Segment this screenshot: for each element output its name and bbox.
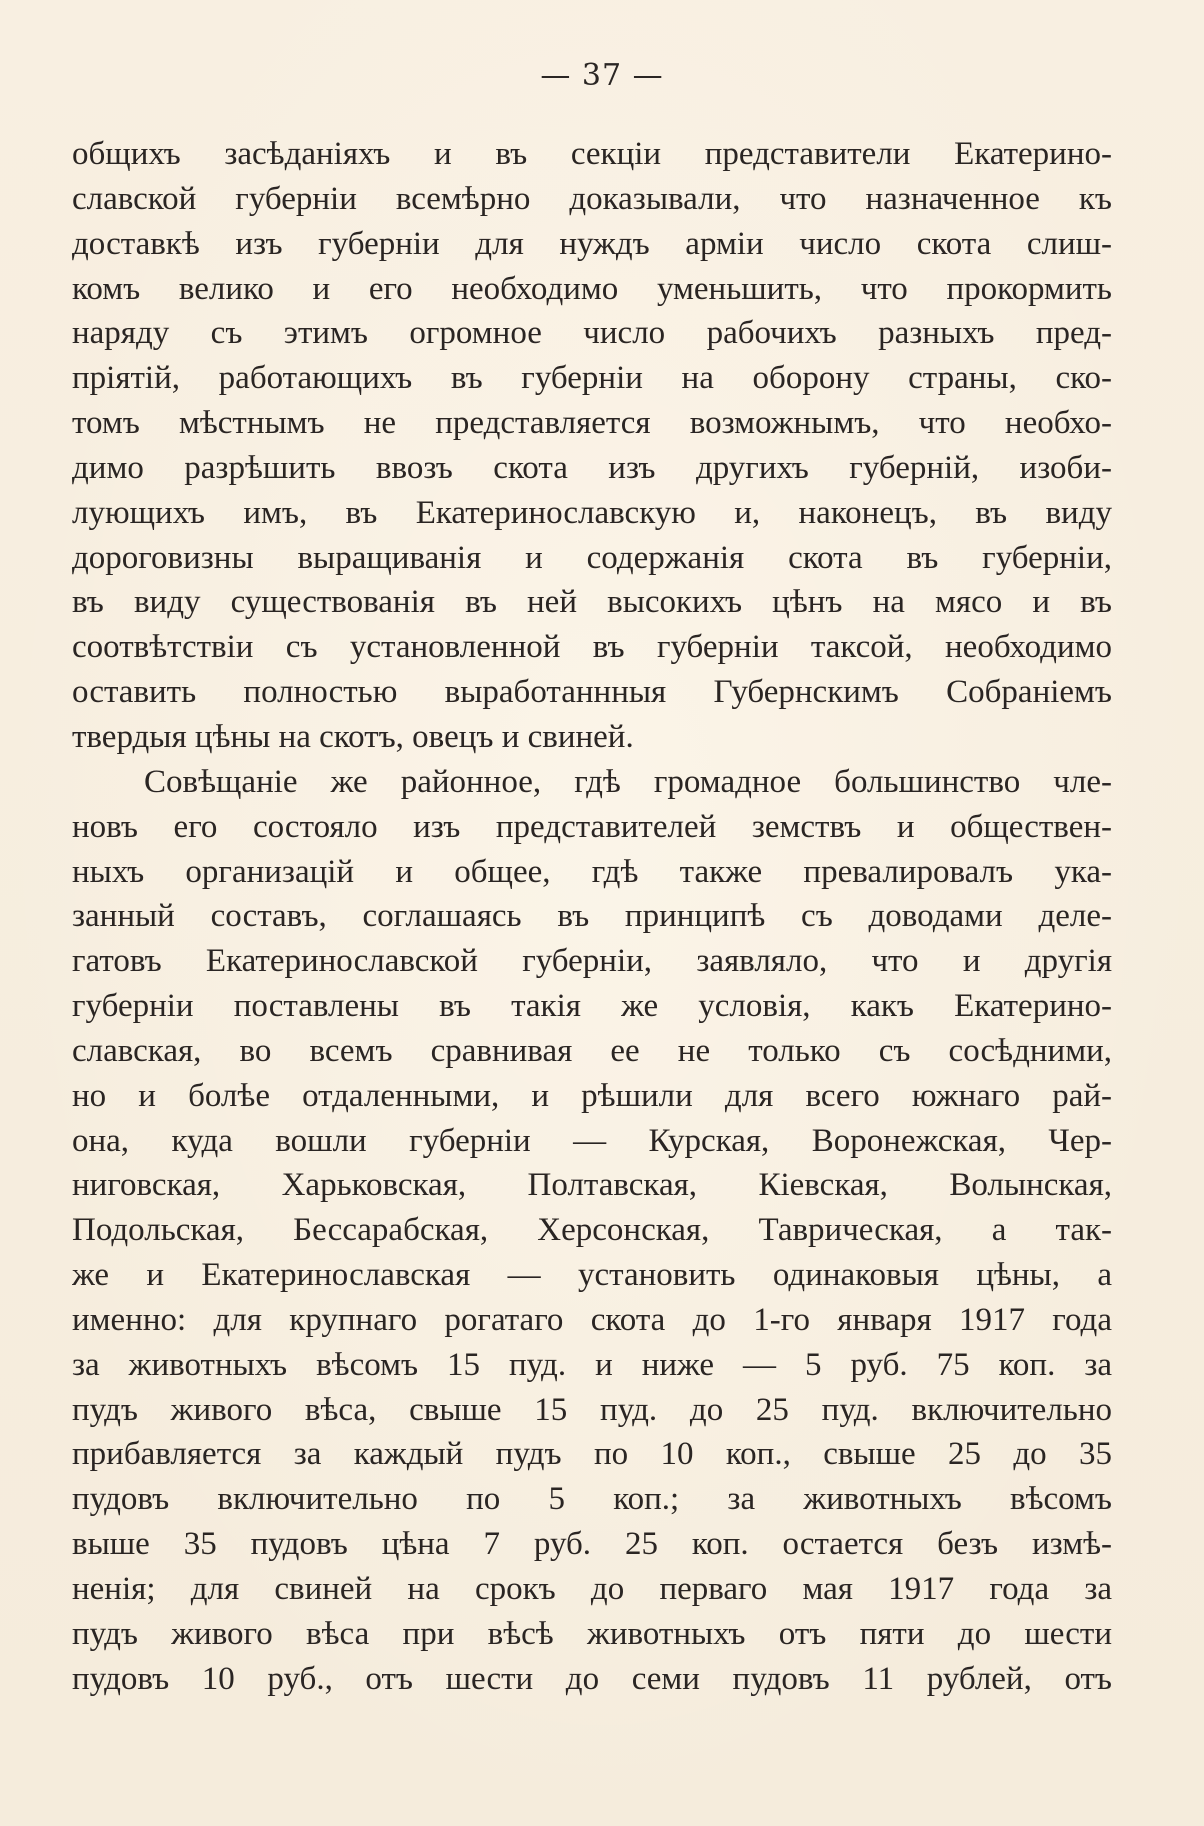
text-line: славской губерніи всемѣрно доказывали, что назначенное къ — [72, 180, 1112, 217]
text-line: славская, во всемъ сравнивая ее не только съ сосѣдними, — [72, 1032, 1112, 1069]
text-line: соотвѣтствіи съ установленной въ губерніи таксой, необходимо — [72, 629, 1112, 666]
text-line: ненія; для свиней на срокъ до перваго мая 1917 года за — [72, 1571, 1112, 1607]
text-line: пудъ живого вѣса при вѣсѣ животныхъ отъ пяти до шести — [72, 1615, 1112, 1652]
text-line: именно: для крупнаго рогатаго скота до 1-го января 1917 года — [72, 1301, 1112, 1338]
text-line: Совѣщаніе же районное, гдѣ громадное большинство чле- — [144, 763, 1112, 800]
text-line: выше 35 пудовъ цѣна 7 руб. 25 коп. остается безъ измѣ- — [72, 1526, 1112, 1563]
text-line: оставить полностью выработаннныя Губернскимъ Собраніемъ — [72, 674, 1112, 711]
text-line: же и Екатеринославская — установить одинаковыя цѣны, а — [72, 1257, 1112, 1294]
text-line: новъ его состояло изъ представителей земствъ и обществен- — [72, 808, 1112, 845]
text-line: за животныхъ вѣсомъ 15 пуд. и ниже — 5 руб. 75 коп. за — [72, 1346, 1112, 1383]
text-line: лующихъ имъ, въ Екатеринославскую и, наконецъ, въ виду — [72, 494, 1112, 531]
text-line: Подольская, Бессарабская, Херсонская, Таврическая, а так- — [72, 1212, 1112, 1249]
text-line: дороговизны выращиванія и содержанія скота въ губерніи, — [72, 539, 1112, 576]
text-line: доставкѣ изъ губерніи для нуждъ арміи число скота слиш- — [72, 225, 1112, 262]
text-line: ныхъ организацій и общее, гдѣ также превалировалъ ука- — [72, 853, 1112, 890]
text-line: занный составъ, соглашаясь въ принципѣ съ доводами деле- — [72, 898, 1112, 935]
text-line: пудъ живого вѣса, свыше 15 пуд. до 25 пуд. включительно — [72, 1391, 1112, 1428]
text-line: гатовъ Екатеринославской губерніи, заявляло, что и другія — [72, 943, 1112, 980]
text-line: томъ мѣстнымъ не представляется возможнымъ, что необхо- — [72, 405, 1112, 442]
text-line: губерніи поставлены въ такія же условія, какъ Екатерино- — [72, 988, 1112, 1025]
text-line: пудовъ 10 руб., отъ шести до семи пудовъ 11 рублей, отъ — [72, 1660, 1112, 1697]
text-line: въ виду существованія въ ней высокихъ цѣнъ на мясо и въ — [72, 584, 1112, 621]
text-line: димо разрѣшить ввозъ скота изъ другихъ губерній, изоби- — [72, 449, 1112, 486]
text-line: пріятій, работающихъ въ губерніи на оборону страны, ско- — [72, 360, 1112, 397]
text-line: прибавляется за каждый пудъ по 10 коп., свыше 25 до 35 — [72, 1436, 1112, 1473]
text-line: твердыя цѣны на скотъ, овецъ и свиней. — [72, 718, 634, 755]
text-line: пудовъ включительно по 5 коп.; за животныхъ вѣсомъ — [72, 1481, 1112, 1518]
body-text — [72, 132, 1112, 1702]
text-line: она, куда вошли губерніи — Курская, Воронежская, Чер- — [72, 1122, 1112, 1159]
text-line: комъ велико и его необходимо уменьшить, что прокормить — [72, 270, 1112, 307]
text-line: но и болѣе отдаленными, и рѣшили для всего южнаго рай- — [72, 1077, 1112, 1114]
text-line: наряду съ этимъ огромное число рабочихъ разныхъ пред- — [72, 315, 1112, 352]
page-number: — 37 — — [540, 58, 664, 93]
text-line: общихъ засѣданіяхъ и въ секціи представители Екатерино- — [72, 136, 1112, 172]
text-line: ниговская, Харьковская, Полтавская, Кіевская, Волынская, — [72, 1167, 1112, 1204]
